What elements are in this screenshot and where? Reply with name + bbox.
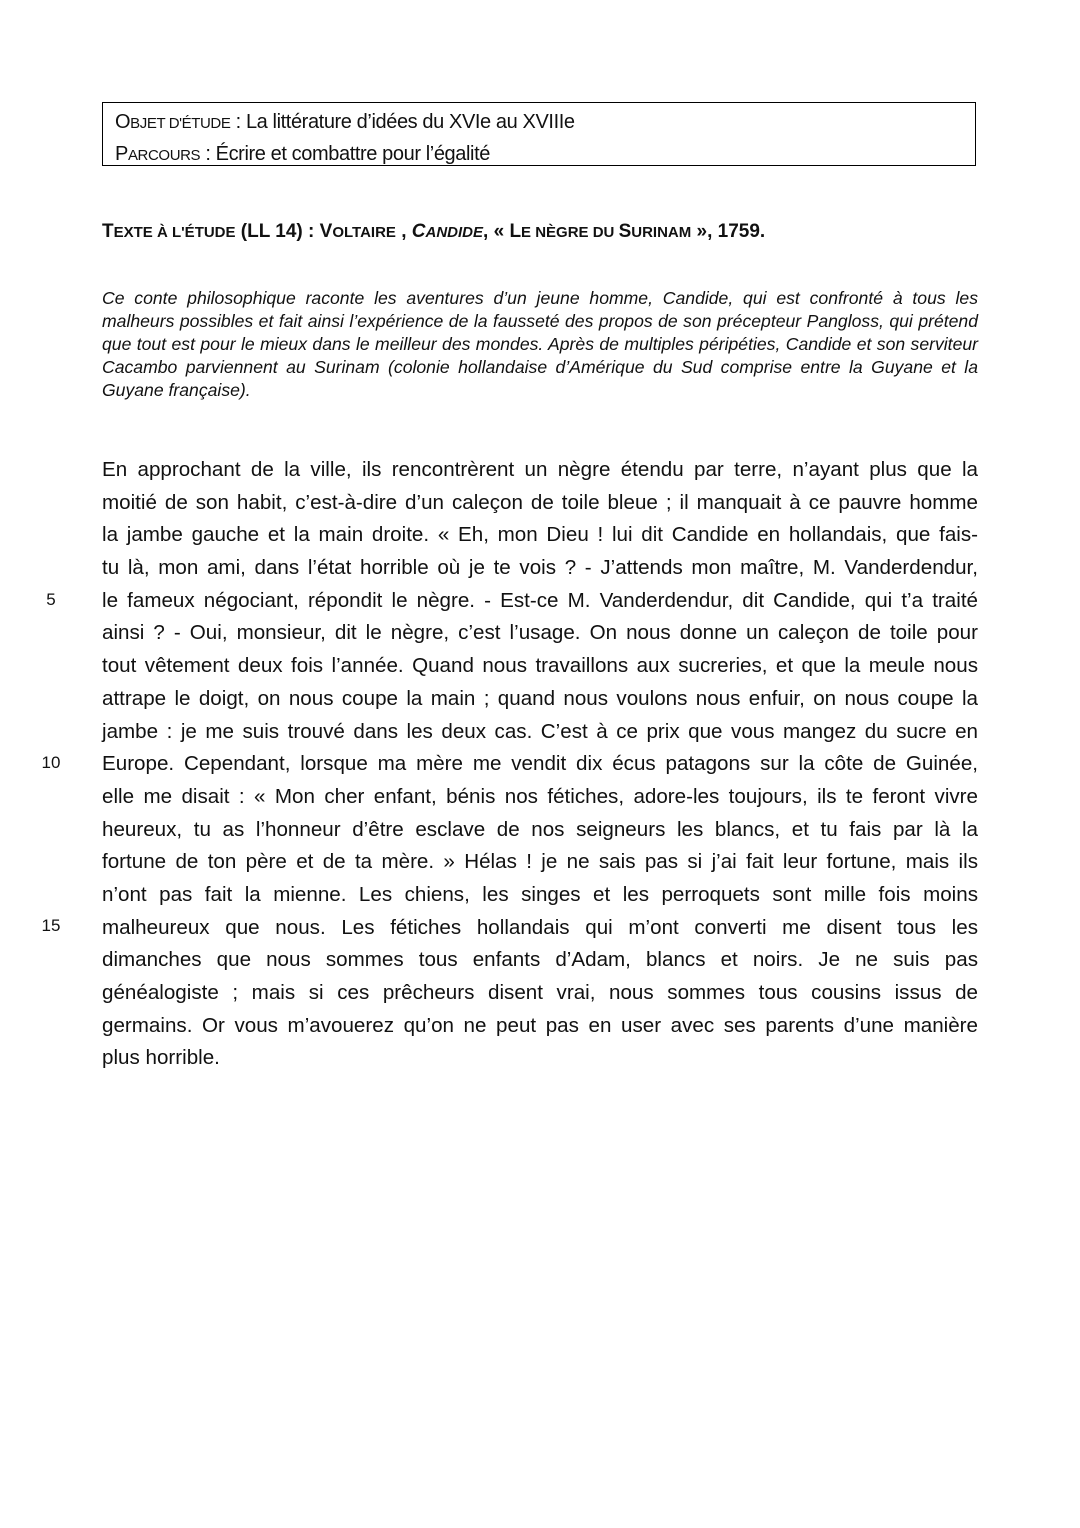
passage-line: moitié de son habit, c’est-à-dire d’un caleçon de toile bleue ; il manquait à ce pauvre homme — [102, 490, 978, 514]
passage-line: plus horrible. — [102, 1046, 220, 1070]
intro-paragraph: Ce conte philosophique raconte les aventures d’un jeune homme, Candide, qui est confronté à tous les malheurs possibles et fait ainsi l’expérience de la fausseté des propos de son précepteur Pangloss, qui prétend que tout est pour le mieux dans le meilleur des mondes. Après de multiples péripéties, Candide et son serviteur Cacambo parviennent au Surinam (colonie hollandaise d’Amérique du Sud comprise entre la Guyane et la Guyane française). — [102, 288, 978, 400]
study-header-box — [102, 102, 976, 166]
objet-value: : La littérature d’idées du XVIe au XVIIIe — [230, 111, 575, 133]
passage-line: tu là, mon ami, dans l’état horrible où je te vois ? - J’attends mon maître, M. Vanderdendur, — [102, 556, 978, 580]
objet-line: OBJET D'ÉTUDE : La littérature d’idées du XVIe au XVIIIe — [115, 111, 575, 133]
passage-line: le fameux négociant, répondit le nègre. - Est-ce M. Vanderdendur, dit Candide, qui t’a traité — [102, 588, 978, 612]
passage-line: jambe : je me suis trouvé dans les deux cas. C’est à ce prix que vous mangez du sucre en — [102, 719, 978, 743]
passage-line: En approchant de la ville, ils rencontrèrent un nègre étendu par terre, n’ayant plus que la — [102, 458, 978, 481]
passage-line: généalogiste ; mais si ces prêcheurs disent vrai, nous sommes tous cousins issus de — [102, 981, 978, 1004]
line-number-10: 10 — [41, 753, 61, 772]
passage-line: n’ont pas fait la mienne. Les chiens, les singes et les perroquets sont mille fois moins — [102, 882, 978, 906]
passage-line: elle me disait : « Mon cher enfant, bénis nos fétiches, adore-les toujours, ils te feront vivre — [102, 784, 978, 808]
passage-line: heureux, tu as l’honneur d’être esclave de nos seigneurs les blancs, et tu fais par là la — [102, 817, 978, 841]
passage-line: fortune de ton père et de ta mère. » Hélas ! je ne sais pas si j’ai fait leur fortune, mais ils — [102, 850, 978, 874]
line-number-15: 15 — [41, 916, 61, 935]
passage — [102, 454, 978, 1075]
passage-line: germains. Or vous m’avouerez qu’on ne peut pas en user avec ses parents d’une manière — [102, 1013, 978, 1037]
passage-line: ainsi ? - Oui, monsieur, dit le nègre, c’est l’usage. On nous donne un caleçon de toile pour — [102, 621, 978, 645]
passage-line: tout vêtement deux fois l’année. Quand nous travaillons aux sucreries, et que la meule nous — [102, 654, 978, 678]
passage-line: la jambe gauche et la main droite. « Eh, mon Dieu ! lui dit Candide en hollandais, que fais- — [102, 523, 978, 547]
parcours-value: : Écrire et combattre pour l’égalité — [200, 143, 490, 165]
passage-line: dimanches que nous sommes tous enfants d’Adam, blancs et noirs. Je ne suis pas — [102, 948, 978, 972]
passage-line: Europe. Cependant, lorsque ma mère me vendit dix écus patagons sur la côte de Guinée, — [102, 752, 978, 776]
passage-line: malheureux que nous. Les fétiches hollandais qui m’ont converti me disent tous les — [102, 915, 978, 939]
parcours-line: PARCOURS : Écrire et combattre pour l’égalité — [115, 143, 490, 165]
passage-line: attrape le doigt, on nous coupe la main ; quand nous voulons nous enfuir, on nous coupe la — [102, 686, 978, 710]
line-number-5: 5 — [46, 590, 56, 609]
text-title: TEXTE À L'ÉTUDE (LL 14) : VOLTAIRE , CANDIDE, « LE NÈGRE DU SURINAM », 1759. — [102, 221, 766, 242]
